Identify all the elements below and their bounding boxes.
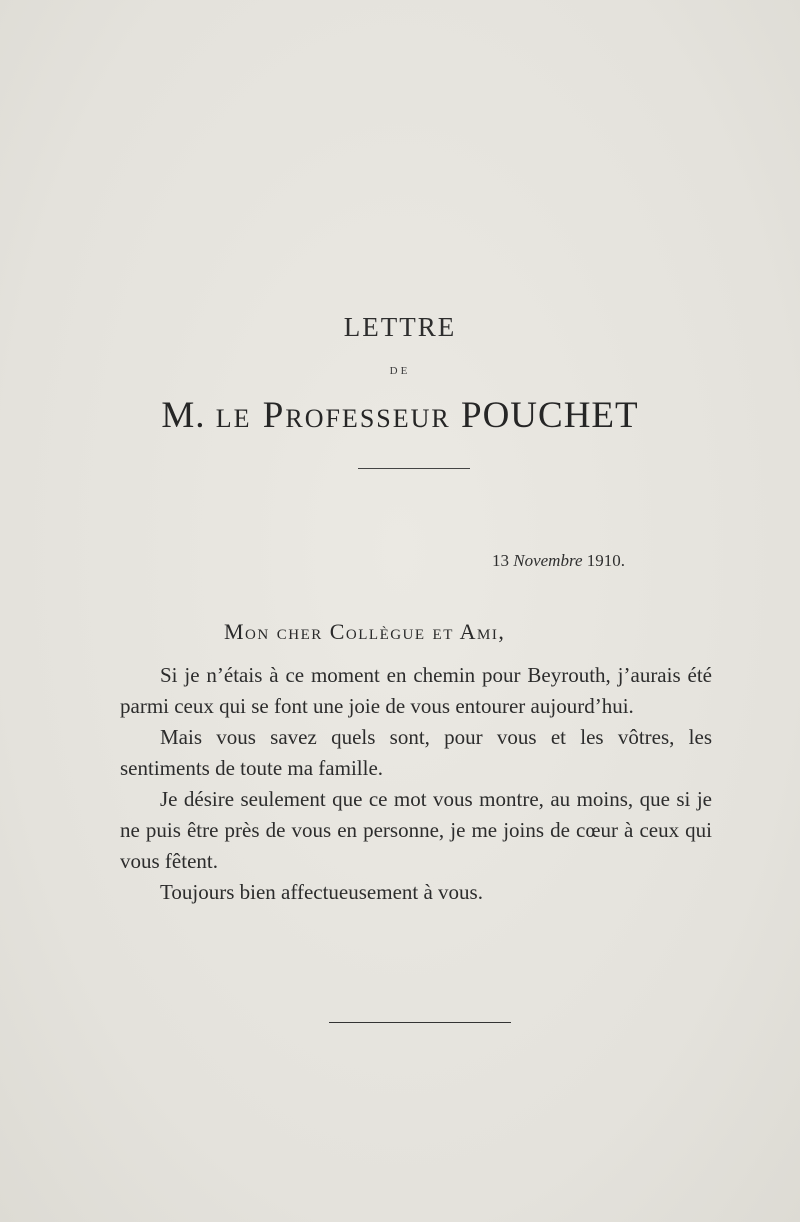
paragraph: Mais vous savez quels sont, pour vous et les vôtres, les sentiments de toute ma famille. [120, 725, 712, 780]
letter-date [492, 551, 625, 571]
date-year: 1910. [582, 551, 625, 570]
author-heading [0, 394, 800, 437]
paragraph: Je désire seulement que ce mot vous montre, au moins, que si je ne puis être près de vous en personne, je me joins de cœur à ceux qui vous fêtent. [120, 787, 712, 873]
divider-rule-bottom [329, 1022, 511, 1023]
letter-body [120, 660, 712, 908]
paragraph: Si je n’étais à ce moment en chemin pour Beyrouth, j’aurais été parmi ceux qui se font une joie de vous entourer aujourd’hui. [120, 663, 712, 718]
salutation: Mon cher Collègue et Ami, [224, 619, 506, 644]
date-day: 13 [492, 551, 514, 570]
date-month: Novembre [513, 551, 583, 570]
author-prefix: M. [161, 395, 216, 436]
author-name: POUCHET [450, 395, 639, 436]
title-preposition: DE [389, 365, 411, 377]
paragraph: Toujours bien affectueusement à vous. [160, 880, 483, 904]
document-title: LETTRE [343, 312, 457, 342]
author-title: le Professeur [215, 395, 451, 436]
divider-rule-top [358, 468, 470, 469]
